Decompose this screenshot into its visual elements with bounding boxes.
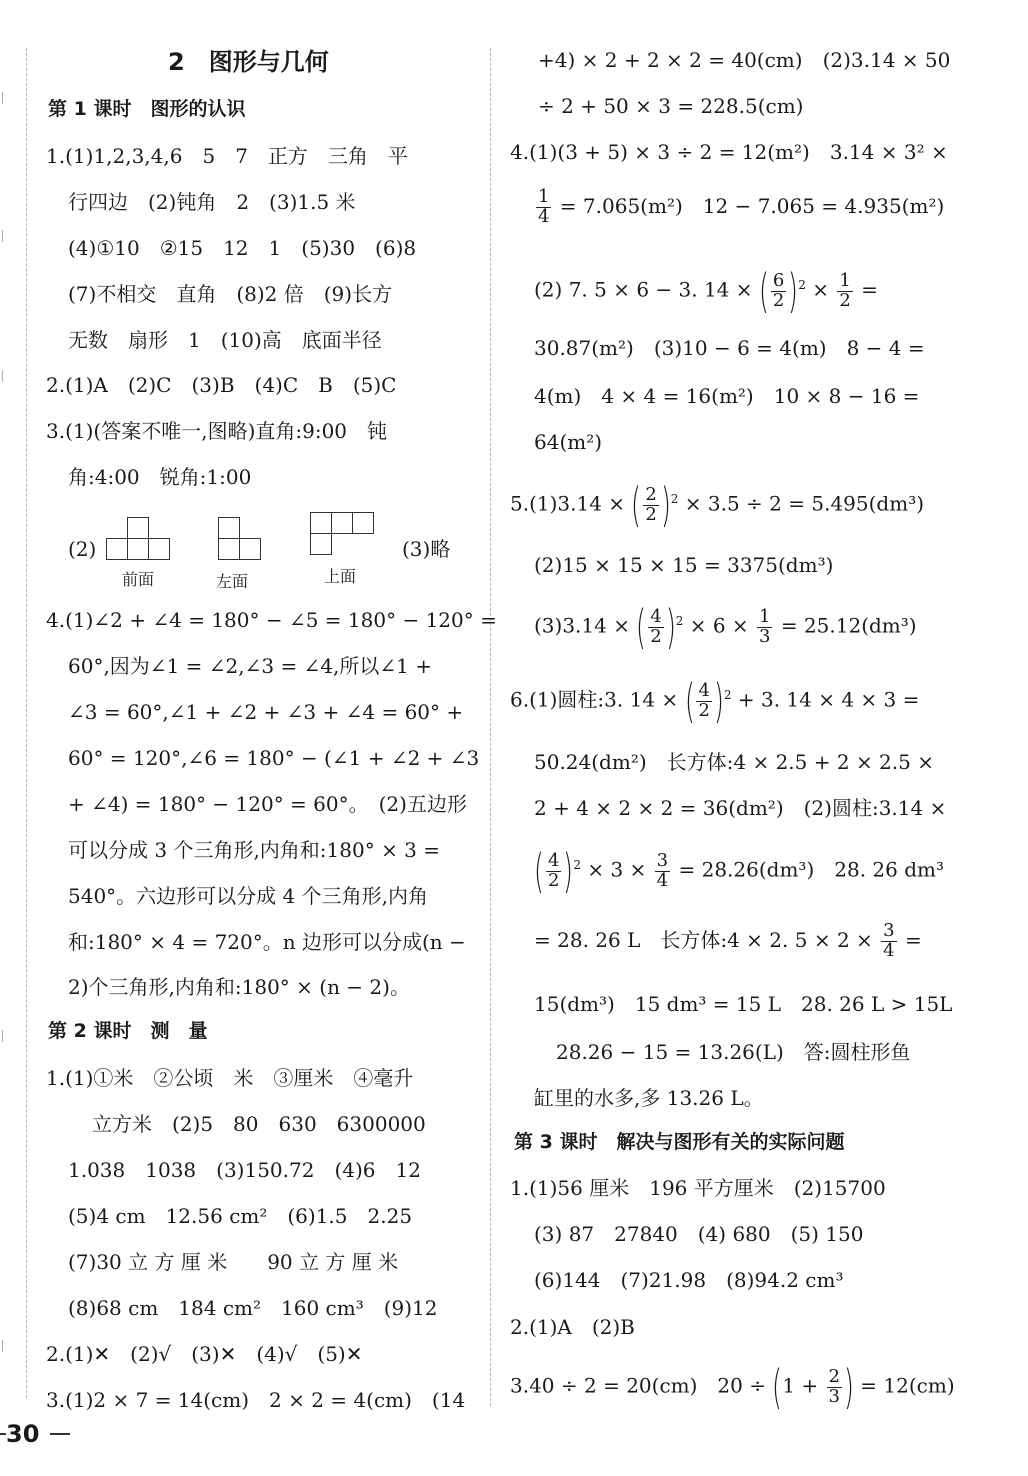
answer-line: (7)不相交 直角 (8)2 倍 (9)长方 <box>68 282 393 306</box>
views-prefix: (2) <box>68 537 97 561</box>
answer-line: 和:180° × 4 = 720°。n 边形可以分成(n − <box>68 930 466 954</box>
edge-mark <box>2 1340 9 1352</box>
answer-line: = 28. 26 L 长方体:4 × 2. 5 × 2 × $\frac{3}{4}$ = <box>534 920 922 961</box>
answer-line: + ∠4) = 180° − 120° = 60°。 (2)五边形 <box>68 792 467 816</box>
view-label: 前面 <box>122 570 155 589</box>
answer-line: 1.(1)56 厘米 196 平方厘米 (2)15700 <box>510 1176 886 1200</box>
answer-line: 行四边 (2)钝角 2 (3)1.5 米 <box>68 190 356 214</box>
answer-line: (3) 87 27840 (4) 680 (5) 150 <box>534 1222 864 1246</box>
answer-line: 15(dm³) 15 dm³ = 15 L 28. 26 L > 15L <box>534 992 953 1016</box>
answer-line: (2) 7. 5 × 6 − 3. 14 × ( $\frac{6}{2}$ )$^2$ × $\frac{1}{2}$ = <box>534 264 878 318</box>
answer-line: 2.(1)✕ (2)√ (3)✕ (4)√ (5)✕ <box>46 1342 363 1366</box>
answer-line: 6.(1)圆柱:3. 14 × ( $\frac{4}{2}$ )$^2$ + 3. 14 × 4 × 3 = <box>510 674 920 728</box>
views-suffix: (3)略 <box>402 537 451 561</box>
answer-line: 1.(1)①米 ②公顷 米 ③厘米 ④毫升 <box>46 1066 414 1090</box>
answer-line: 4.(1)∠2 + ∠4 = 180° − ∠5 = 180° − 120° = <box>46 608 497 632</box>
view-label: 左面 <box>216 572 249 591</box>
answer-line: 2 + 4 × 2 × 2 = 36(dm²) (2)圆柱:3.14 × <box>534 796 947 820</box>
answer-line: 缸里的水多,多 13.26 L。 <box>534 1086 764 1110</box>
binding-margin-line <box>26 48 27 1398</box>
answer-line: 2.(1)A (2)C (3)B (4)C B (5)C <box>46 373 397 397</box>
answer-line: 立方米 (2)5 80 630 6300000 <box>92 1112 426 1136</box>
edge-mark <box>2 1030 9 1042</box>
answer-line: (6)144 (7)21.98 (8)94.2 cm³ <box>534 1268 844 1292</box>
lesson-1-title: 第 1 课时 图形的认识 <box>48 98 246 120</box>
answer-line: 4.(1)(3 + 5) × 3 ÷ 2 = 12(m²) 3.14 × 3² × <box>510 140 948 164</box>
answer-line: (7)30 立 方 厘 米 90 立 方 厘 米 <box>68 1250 399 1274</box>
lesson-2-title: 第 2 课时 测 量 <box>48 1020 208 1042</box>
answer-line: 30.87(m²) (3)10 − 6 = 4(m) 8 − 4 = <box>534 336 925 360</box>
answer-line: 28.26 − 15 = 13.26(L) 答:圆柱形鱼 <box>556 1040 911 1064</box>
answer-line: 540°。六边形可以分成 4 个三角形,内角 <box>68 884 428 908</box>
lesson-3-title: 第 3 课时 解决与图形有关的实际问题 <box>514 1131 845 1153</box>
answer-line: ∠3 = 60°,∠1 + ∠2 + ∠3 + ∠4 = 60° + <box>68 700 464 724</box>
answer-line: 64(m²) <box>534 430 603 454</box>
chapter-title: 2 图形与几何 <box>168 48 329 76</box>
answer-line: 无数 扇形 1 (10)高 底面半径 <box>68 328 382 352</box>
view-label: 上面 <box>324 567 357 586</box>
answer-line: 60° = 120°,∠6 = 180° − (∠1 + ∠2 + ∠3 <box>68 746 480 770</box>
answer-line: (8)68 cm 184 cm² 160 cm³ (9)12 <box>68 1296 438 1320</box>
answer-line: (5)4 cm 12.56 cm² (6)1.5 2.25 <box>68 1204 413 1228</box>
answer-line: 1.038 1038 (3)150.72 (4)6 12 <box>68 1158 421 1182</box>
column-divider <box>490 48 491 1406</box>
answer-line: 4(m) 4 × 4 = 16(m²) 10 × 8 − 16 = <box>534 384 920 408</box>
answer-line: 3.40 ÷ 2 = 20(cm) 20 ÷ (1 + $\frac{2}{3}$ ) = 12(cm) <box>510 1360 955 1414</box>
edge-mark <box>2 92 9 104</box>
answer-line: (4)①10 ②15 12 1 (5)30 (6)8 <box>68 236 417 260</box>
answer-line: 5.(1)3.14 × ( $\frac{2}{2}$ )$^2$ × 3.5 ÷ 2 = 5.495(dm³) <box>510 478 925 532</box>
answer-line: 3.(1)2 × 7 = 14(cm) 2 × 2 = 4(cm) (14 <box>46 1388 466 1412</box>
answer-line: ( $\frac{4}{2}$ )$^2$ × 3 × $\frac{3}{4}$ = 28.26(dm³) 28. 26 dm³ <box>534 844 944 898</box>
answer-line: ÷ 2 + 50 × 3 = 228.5(cm) <box>538 94 804 118</box>
edge-mark <box>2 230 9 242</box>
answer-line: 50.24(dm²) 长方体:4 × 2.5 + 2 × 2.5 × <box>534 750 934 774</box>
answer-line: 2)个三角形,内角和:180° × (n − 2)。 <box>68 975 410 999</box>
page-number: 30 <box>6 1420 40 1448</box>
answer-line: (2)15 × 15 × 15 = 3375(dm³) <box>534 553 834 577</box>
edge-mark <box>2 370 9 382</box>
answer-line: 角:4:00 锐角:1:00 <box>68 465 252 489</box>
answer-line: 60°,因为∠1 = ∠2,∠3 = ∠4,所以∠1 + <box>68 654 432 678</box>
fraction: $\frac{1}{4}$ <box>538 186 550 227</box>
page-number-rule <box>50 1433 70 1435</box>
answer-line: $\frac{1}{4}$ = 7.065(m²) 12 − 7.065 = 4.935(m²) <box>538 186 945 227</box>
answer-line: 1.(1)1,2,3,4,6 5 7 正方 三角 平 <box>46 144 408 168</box>
answer-line: 可以分成 3 个三角形,内角和:180° × 3 = <box>68 838 441 862</box>
answer-line: 3.(1)(答案不唯一,图略)直角:9:00 钝 <box>46 419 388 443</box>
answer-line: 2.(1)A (2)B <box>510 1315 635 1339</box>
answer-line: +4) × 2 + 2 × 2 = 40(cm) (2)3.14 × 50 <box>538 48 951 72</box>
answer-line: (3)3.14 × ( $\frac{4}{2}$ )$^2$ × 6 × $\frac{1}{3}$ = 25.12(dm³) <box>534 600 917 654</box>
